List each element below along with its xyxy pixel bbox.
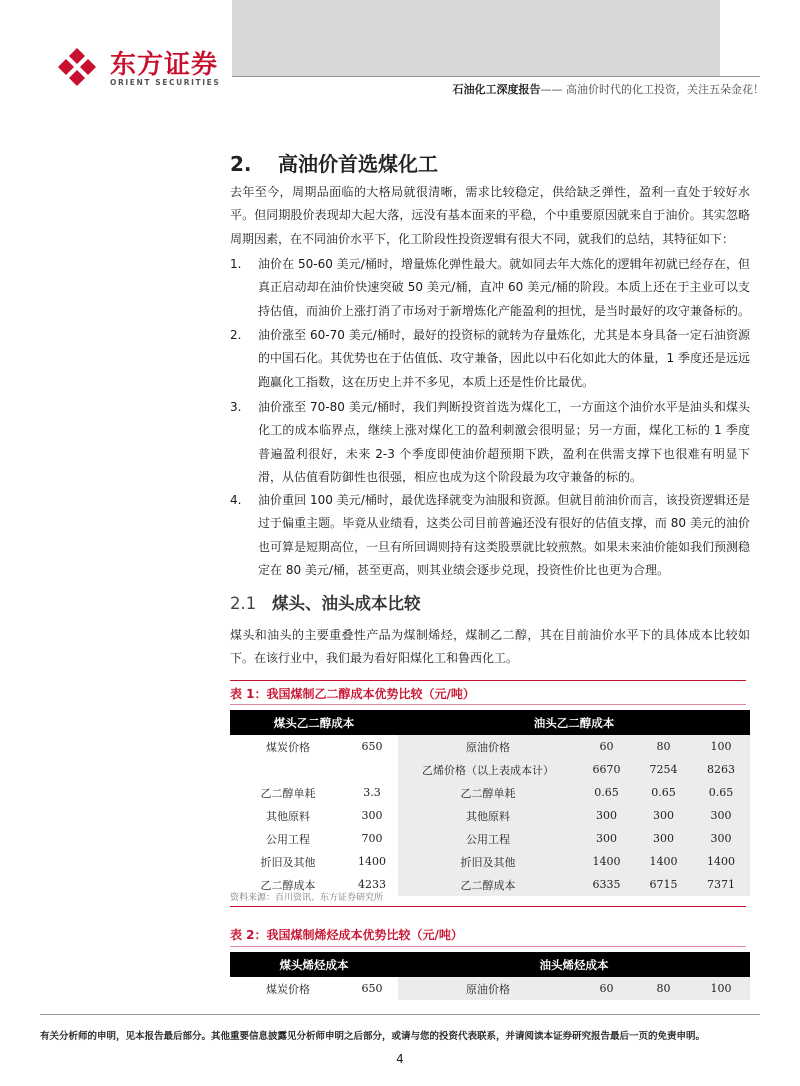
table-cell: 300 xyxy=(635,804,692,827)
table1-caption: 表 1：我国煤制乙二醇成本优势比较（元/吨） xyxy=(230,687,475,701)
table1-source: 资料来源：百川资讯、东方证券研究所 xyxy=(230,893,384,903)
table-cell: 0.65 xyxy=(578,781,635,804)
table2-caption-rule xyxy=(230,946,746,947)
list-item xyxy=(230,324,750,394)
table-cell: 300 xyxy=(578,827,635,850)
subsection-number: 2.1 xyxy=(230,594,257,613)
footer-divider xyxy=(40,1014,760,1015)
table-cell: 折旧及其他 xyxy=(260,855,316,869)
table2-top-rule xyxy=(230,906,746,907)
table-cell: 8263 xyxy=(692,758,750,781)
section-number: 2. xyxy=(230,152,252,176)
table-cell: 300 xyxy=(361,809,383,822)
table-cell: 7254 xyxy=(635,758,692,781)
table-cell: 折旧及其他 xyxy=(398,850,578,873)
table-cell: 6670 xyxy=(578,758,635,781)
table-row xyxy=(230,781,750,804)
subsection-paragraph: 煤头和油头的主要重叠性产品为煤制烯烃，煤制乙二醇，其在目前油价水平下的具体成本比较如下。在该行业中，我们最为看好阳煤化工和鲁西化工。 xyxy=(230,628,750,666)
table1-head-left: 煤头乙二醇成本 xyxy=(230,710,398,735)
table-cell: 650 xyxy=(361,982,383,995)
table-cell: 3.3 xyxy=(363,786,381,799)
table-header-row xyxy=(230,710,750,735)
table-cell: 650 xyxy=(361,740,383,753)
table-cell: 公用工程 xyxy=(266,832,310,846)
list-item-text: 油价在 50-60 美元/桶时，增量炼化弹性最大。就如同去年大炼化的逻辑年初就已经存在，但真正启动却在油价快速突破 50 美元/桶，直冲 60 美元/桶的阶段。本质上还在于主业可以支持估值，而油价上涨打消了市场对于新增炼化产能盈利的担忧，是当时最好的攻守兼备标的。 xyxy=(258,257,751,318)
table-row xyxy=(230,804,750,827)
table-cell: 80 xyxy=(635,977,692,1000)
company-logo xyxy=(40,40,230,90)
table-cell: 0.65 xyxy=(692,781,750,804)
table1-top-rule xyxy=(230,680,746,681)
table-cell: 1400 xyxy=(635,850,692,873)
table-row xyxy=(230,758,750,781)
list-item-number: 4. xyxy=(230,493,242,507)
subsection-title: 煤头、油头成本比较 xyxy=(272,594,421,613)
table-cell: 其他原料 xyxy=(398,804,578,827)
report-header-title xyxy=(453,81,765,97)
table-cell: 煤炭价格 xyxy=(266,982,310,996)
table-cell: 60 xyxy=(578,735,635,758)
table-cell: 300 xyxy=(692,827,750,850)
list-item-number: 3. xyxy=(230,400,242,414)
report-type: 石油化工深度报告 xyxy=(452,83,541,96)
table-cell xyxy=(230,758,346,781)
table-cell: 原油价格 xyxy=(398,735,578,758)
header-band xyxy=(232,0,720,76)
table-cell: 乙二醇单耗 xyxy=(398,781,578,804)
list-item-text: 油价涨至 70-80 美元/桶时，我们判断投资首选为煤化工，一方面这个油价水平是油头和煤头化工的成本临界点，继续上涨对煤化工的盈利刺激会很明显；另一方面，煤化工标的 1 季度普遍盈利很好，未来 2-3 个季度即使油价超预期下跌，盈利在供需支撑下也很难有明显下滑，从估值看防御性也很强，相应也成为这个阶段最为攻守兼备的标的。 xyxy=(258,400,750,485)
table-cell: 80 xyxy=(635,735,692,758)
table2-caption: 表 2：我国煤制烯烃成本优势比较（元/吨） xyxy=(230,928,463,942)
table2-head-left: 煤头烯烃成本 xyxy=(230,952,398,977)
table-cell: 100 xyxy=(692,977,750,1000)
list-item xyxy=(230,253,750,323)
logo-text-en: ORIENT SECURITIES xyxy=(110,78,221,87)
table2-head-right: 油头烯烃成本 xyxy=(398,952,750,977)
table-row xyxy=(230,735,750,758)
table-cell: 4233 xyxy=(358,878,386,891)
list-item-number: 1. xyxy=(230,257,242,271)
list-item-text: 油价重回 100 美元/桶时，最优选择就变为油服和资源。但就目前油价而言，该投资逻辑还是过于偏重主题。毕竟从业绩看，这类公司目前普遍还没有很好的估值支撑，而 80 美元的油价也可算是短期高位，一旦有所回调则持有这类股票就比较煎熬。如果未来油价能如我们预测稳定在 80 美元/桶，甚至更高，则其业绩会逐步兑现，投资性价比也更为合理。 xyxy=(258,493,751,578)
table-cell xyxy=(346,758,398,781)
table-cell: 乙烯价格（以上表成本计） xyxy=(398,758,578,781)
table2 xyxy=(230,952,750,1000)
table-cell: 乙二醇成本 xyxy=(398,873,578,896)
table-cell: 60 xyxy=(578,977,635,1000)
section-heading xyxy=(230,148,438,177)
intro-paragraph: 去年至今，周期品面临的大格局就很清晰，需求比较稳定，供给缺乏弹性，盈利一直处于较好水平。但同期股价表现却大起大落，远没有基本面来的平稳，个中重要原因就来自于油价。其实忽略周期因素，在不同油价水平下，化工阶段性投资逻辑有很大不同，就我们的总结，其特征如下： xyxy=(230,185,750,246)
table-cell: 1400 xyxy=(578,850,635,873)
list-item xyxy=(230,489,750,583)
page-number: 4 xyxy=(396,1052,404,1066)
report-subtitle: —— 高油价时代的化工投资，关注五朵金花！ xyxy=(540,83,764,96)
subsection-heading xyxy=(230,590,421,614)
table1-caption-rule xyxy=(230,704,746,705)
table-row xyxy=(230,850,750,873)
table1-head-right: 油头乙二醇成本 xyxy=(398,710,750,735)
table-cell: 7371 xyxy=(692,873,750,896)
table-header-row xyxy=(230,952,750,977)
disclaimer-note: 有关分析师的申明，见本报告最后部分。其他重要信息披露见分析师申明之后部分，或请与您的投资代表联系，并请阅读本证券研究报告最后一页的免责申明。 xyxy=(40,1031,706,1042)
list-item-number: 2. xyxy=(230,328,242,342)
table-cell: 6715 xyxy=(635,873,692,896)
table-cell: 煤炭价格 xyxy=(266,740,310,754)
table-row xyxy=(230,977,750,1000)
table-cell: 其他原料 xyxy=(266,809,310,823)
table-cell: 公用工程 xyxy=(398,827,578,850)
table-cell: 6335 xyxy=(578,873,635,896)
table-cell: 700 xyxy=(361,832,383,845)
header-divider xyxy=(232,76,760,77)
table-cell: 乙二醇单耗 xyxy=(260,786,316,800)
table-cell: 300 xyxy=(578,804,635,827)
table-cell: 乙二醇成本 xyxy=(260,878,316,892)
list-item xyxy=(230,396,750,490)
list-item-text: 油价涨至 60-70 美元/桶时，最好的投资标的就转为存量炼化，尤其是本身具备一定石油资源的中国石化。其优势也在于估值低、攻守兼备，因此以中石化如此大的体量，1 季度还是远远跑赢化工指数，这在历史上并不多见，本质上还是性价比最优。 xyxy=(258,328,750,389)
table-cell: 1400 xyxy=(692,850,750,873)
table-cell: 0.65 xyxy=(635,781,692,804)
table-cell: 1400 xyxy=(358,855,386,868)
table-cell: 原油价格 xyxy=(398,977,578,1000)
table1 xyxy=(230,710,750,896)
logo-mark-icon xyxy=(56,46,98,88)
section-title: 高油价首选煤化工 xyxy=(278,152,438,176)
table-cell: 100 xyxy=(692,735,750,758)
table-cell: 300 xyxy=(692,804,750,827)
table-row xyxy=(230,827,750,850)
table-cell: 300 xyxy=(635,827,692,850)
logo-text-cn: 东方证券 xyxy=(110,50,219,80)
